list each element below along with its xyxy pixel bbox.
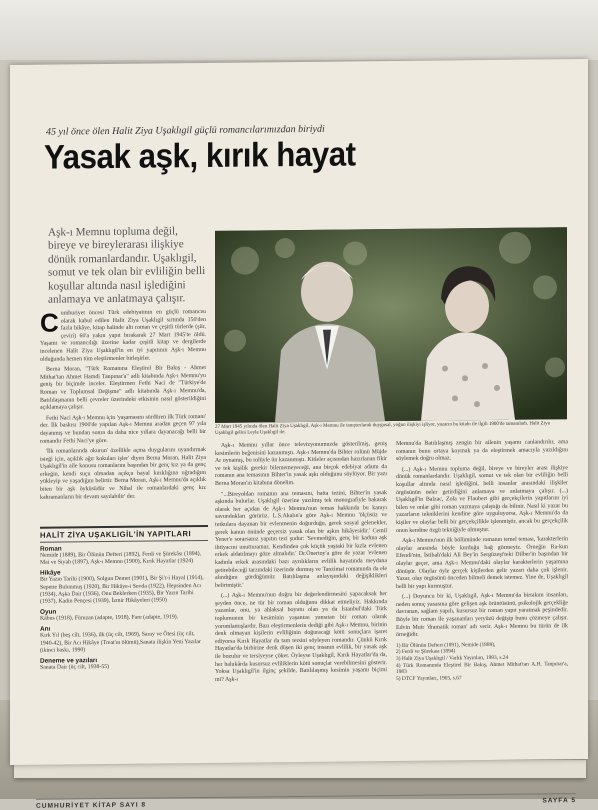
works-heading: Hikâye <box>40 569 61 578</box>
article-paragraph: umhuriyet öncesi Türk edebiyatının en güçlü romancısı olarak kabul edilen Halit Ziya Uşaklıgil sırtında 150'den fazla hikâye, kitap halinde altı roman ve çeşitli türlerde (şiir, çeviri) 60'a yakın yapıt bırakarak 27 Mart 1945'te öldü. Yaşamı ve romancılığı üzerine kadar çeşitli kitap ve dergilerde incelenen Halit Ziya Uşaklıgil'in en iyi yapıtının Aşk-ı Memnu olduğunda hemen tüm eleştirmenler birleşirler. <box>40 308 206 363</box>
footnote: 4) Türk Romanında Eleştirel Bir Bakış, Ahmet Mithat'tan A.H. Tanpınar'a, 1983 <box>396 660 568 676</box>
article-column-1 <box>40 309 206 523</box>
article-column-3 <box>396 439 568 791</box>
newspaper-page <box>10 59 588 810</box>
works-text: Bir Yazın Tarihi (1900), Solgun Demet (1901), Bir Şi'r-i Hayal (1914), Sepette Bulunmuş (1920), Bir Hikâye-i Sevda (1922), Hepsinden Acı (1934), Aşka Dair (1936), Onu Beklerken (1935), Bir Yazın Tarihi (1937), Kadın Pençesi (1939), İzmir Hikâyeleri (1950) <box>40 575 204 605</box>
article-paragraph: (...) Aşk-ı Memnu'nun doğru bir değerlendirmesini yapacaksak her şeyden önce, ne tür bir roman olduğunu dikkat etmeliyiz. Hakkında yazanlar, onu, ya ahlaksal boyutu olan ya da İstanbul'daki Türk toplumunun bir kesiminin yaşantısı yansıtan bir roman olarak yorumlamışlardır. Bazı eleştirmenlerin dediği gibi Aşk-ı Memnu, birinin denk olmayan kişilerin evliliğinin doğuracağı kötü sonuçlara işaret ediyorsa Kırık Hayatlar da tam tersini söyleyen romandır. Çünkü Kırık Hayatlar'da birbirine denk düşen iki genç insanın evlilik, bir yasak aşk ile bozulur ve tersiyeyse çöker. Öyleyse Uşaklıgil, Kırık Hayatlar'da da, her halukârda kusursuz evliliklerin kötü sonuçlar verebilmesini gösterir. Yoksa Uşaklıgil'in ilginç şekilde, Batılılaşmış kesimin yaşamı biçimi mi? Aşk-ı <box>215 591 387 683</box>
article-paragraph: 'İlk romanlarında okurun' özellikle açma duygularını uyandırmak isteği için, açıklık ağır kokuları işler' diyen Berna Moran, Halit Ziya Uşaklıgil'in aile konusu romanlarını başından bir genç kız ya da genç erkeğin, kendi suçu olmadan açıkça hayal kırıklığına uğradığını yükleyip ve yaşadığını belirtir. Berna Moran, Aşk-ı Memnu'da açıklık biten bir aşk öyküsüdür ve Nihal ile romanlardaki genç kız kahramanların bir devam sayılabilir' der. <box>40 447 206 501</box>
works-text: Sanata Dair (üç cilt, 1938-55) <box>40 664 110 671</box>
works-section-deneme <box>40 656 208 672</box>
footnote: 1) Bir Ölünün Defteri (1891), Nemide (1889), <box>396 641 496 649</box>
footnote: 3) Halit Ziya Uşaklıgil / Varlık Yayınları, 1993, s.24 <box>396 654 509 663</box>
works-section-roman <box>40 544 208 567</box>
article-paragraph: Fethi Naci Aşk-ı Memnu için 'yaşamasını sürdüren ilk Türk romanı' der. İlk baskısı 1900'de yapılan Aşk-ı Memnu aradan geçen 97 yıla dayanmış ve bundan sonra da daha nice yıllara dayanacağı belli bir romandır Fethi Naci'ye göre. <box>40 413 206 445</box>
footnotes <box>396 641 568 682</box>
kicker: 45 yıl önce ölen Halit Ziya Uşaklıgil güçlü romancılarımızdan biriydi <box>46 123 325 138</box>
article-paragraph: Aşk-ı Memnu yıllar önce televizyonumuzda gösterilmiş, geniş kesimlerin beğenisini kazanmıştı. Aşk-ı Memnu'da Bihter rolünü Müjde Ar oynamış, bu rolüyle ün kazanmıştı. Kitleler açısından hazırlanan fikir ve tek kişilik gerekir bilememeyeceği, ana birçok edebiyat adamı da romanın ana temasının Bihter'in yasak aşkı olduğunu söylüyor. Bir yazı Berna Moran'ın kitabına dönelim. <box>215 441 387 487</box>
article-column-2 <box>215 441 387 793</box>
footnote: 2) Ferdi ve Şürekası (1894) <box>396 648 456 656</box>
article-paragraph: Aşk-ı Memnu'nun ilk bölümünde romanın temel teması, 'karakterlerin olaylar arasında böyle kurduğu bağ görmeyiz. Örneğin Ra-kun Efendi'nin, İstibah'daki Ali Bey'in Sergüzeşt'teki Dilber'in başından bir olaylar geçer, ama Aşk-ı Memnu'daki olaylar karakterlerin yaşamına dönüşür. Olaylar öyle gerçek kişilerden gelir yazarı daha çok işlenir. Yazar, olay örgüsünü önceden bilmeli demek istemez. Yine de, Uşaklıgil belli bir yapı kurmuştur. <box>396 536 568 590</box>
works-section-oyun <box>40 607 208 623</box>
article-paragraph: Berna Moran, "Türk Romanına Eleştirel Bir Bakış - Ahmet Mithat'tan Ahmet Hamdi Tanpınar'a" adlı kitabında Aşk-ı Memnu'yu geniş bir biçimde inceler. Eleştirmen Fethi Naci de "Türkiye'de Roman ve Toplumsal Değişme" adlı kitabında Aşk-ı Memnu'da, Batılılaşmanın belli çevreler üzerindeki etkisinin nasıl gösterildiğini açıklamaya çalışır. <box>40 365 206 411</box>
works-text: Kâbus (1918), Füruzan (adapte, 1918), Fare (adapte, 1919). <box>40 614 179 622</box>
lead-paragraph: Aşk-ı Memnu topluma değil, bireye ve bireylerarası ilişkiye dönük romanlardandır. Uşaklıgil, somut ve tek olan bir evliliğin belli koşullar altında nasıl işlediğini anlamaya ve anlatmaya çalışır. <box>48 225 206 306</box>
photo-caption: 27 Mart 1945 yılında ölen Halit Ziya Uşaklıgil, Aşk-ı Memnu ile tanıştırılarak duygusal, yoğun ilişkiyi işliyor, yazarın bu kitabı ile ilgili 1900'de tamamladı. Halit Ziya Uşaklıgil gelini Leyla Uşaklıgil ile. <box>215 421 550 437</box>
article-paragraph: Memnu'da Batılılaşmış zengin bir ailenin yaşamı canlandırılır, ama romanın bunu ortaya koymak ya da eleştirmek amacıyla yazıldığını söylemek doğru olmaz. <box>396 439 568 463</box>
works-section-ani <box>40 624 208 654</box>
works-heading: Deneme ve yazıları <box>40 657 98 665</box>
background-wall <box>0 0 598 60</box>
works-heading: Oyun <box>40 608 57 616</box>
works-text: Kırk Yıl (beş cilt, 1936), ilk (üç cilt, 1969), Saray ve Ötesi (üç cilt, 1940-42), Bir Acı Hikâye (Treat'ın ölümü),Sanata ilişkin Yeni Yazılar (ikinci baskı, 1990) <box>40 631 201 654</box>
footnote: 5) DTCF Yayınları, 1965, s.67 <box>396 675 462 682</box>
author-photo <box>215 227 567 423</box>
footer-publication: CUMHURİYET KİTAP SAYI 8 <box>36 801 147 810</box>
photo-illustration <box>215 227 567 423</box>
works-title: HALİT ZİYA UŞAKLIGİL'İN YAPITLARI <box>40 527 208 543</box>
works-heading: Roman <box>40 545 62 553</box>
article-paragraph: (...) Aşk-ı Memnu topluma değil, bireye ve bireyler arası ilişkiye dönük romanlardandır. Uşaklıgil, somut ve tek olan bir evliliğin belli koşullar altında nasıl işlediğini, belli insanlar arasındaki ilişkiler örgüsünün neler getirdiğini anlamaya ve anlatmaya çalışır. (...) Uşaklıgil'in Balzac, Zola ve Flaubert gibi gerçekçilerin yapıtlarını iyi bilen ve onlar gibi roman yazmaya çalıştığı da bilinir. Nasıl ki yazar bu yazarların tekniklerini kendine göre uyguluyorsa, Aşk-ı Memnu'da da kişiler ve olaylar belli bir gerçekçilikle işlenmiştir, ancak bu gerçekçilik onun kendine özgü tekniğiyle olmuştur. <box>396 464 568 534</box>
works-sidebar <box>40 525 208 761</box>
works-heading: Anı <box>40 626 51 634</box>
works-section-hikaye <box>40 568 208 606</box>
article-paragraph: "...Bireyoldan romanın ana temasını, hatta tezini, Bihter'in yasak aşkında bulurlar. Uşaklıgil üzerine yazılmış tek monografiyle bakarak olarak her açıdan de Aşk-ı Memnu'nun temas hakkında bu kanıyı savundukları görürüz. L.S.Akalın'a göre Aşk-ı Memnu 'ölçüsüz ve tutkulara dayanan bir evlenmenin doğurduğu, gerek sosyal gelenekler, gerek kanun önünde geçersiz yasak olan bir aşkın hikâyesidir.' Cemil Yener'e sorarsanız yapıtın tezi şudur: 'Sevmediğin, genç bir kadına aşk ihtiyacını unutturamaz. Kendinden çok küçük yaştaki bir kızla evlenen erkek aldatılmayı göze almalıdır.' Dr.Önertoy'a göre de yazar 'evlenen kadınla erkek arasındaki bazı ayrılıkların evlilik hayatında meydana getirebileceği tarzındaki üzerinde durmuş ve Tanzimat romanında da ele alındığını gördüğümüz Batılılaşma anlayışındaki değişiklikleri belirtmiştir.' <box>215 489 387 589</box>
works-text: Nemide (1889), Bir Ölünün Defteri (1892), Ferdi ve Şürekâsı (1894), Mai ve Siyah (1897), Aşk-ı Memnu (1900), Kırık Hayatlar (1924) <box>40 551 201 566</box>
footer-page-number: SAYFA 5 <box>542 797 576 805</box>
headline: Yasak aşk, kırık hayat <box>44 135 356 177</box>
drop-cap: C <box>40 307 59 338</box>
article-paragraph: (...) Doyuncu bir ki, Uşaklıgil, Aşk-ı Memnu'da birtakım insanları, neden sonuç yasasına göre gelişen aşk örüntüsünü, psikolojik gerçekliğe davranan, sağlam yapılı, kusursuz bir roman yapıt yaratmak peşindedir. Böyle bir roman ile yaşananları yeryüzü değişip bunu çözmeye çalışır. Edvin Muir 'dramatik roman' adı verir. Aşk-ı Memnu bu türün de ilk örneğidir. <box>396 592 568 639</box>
